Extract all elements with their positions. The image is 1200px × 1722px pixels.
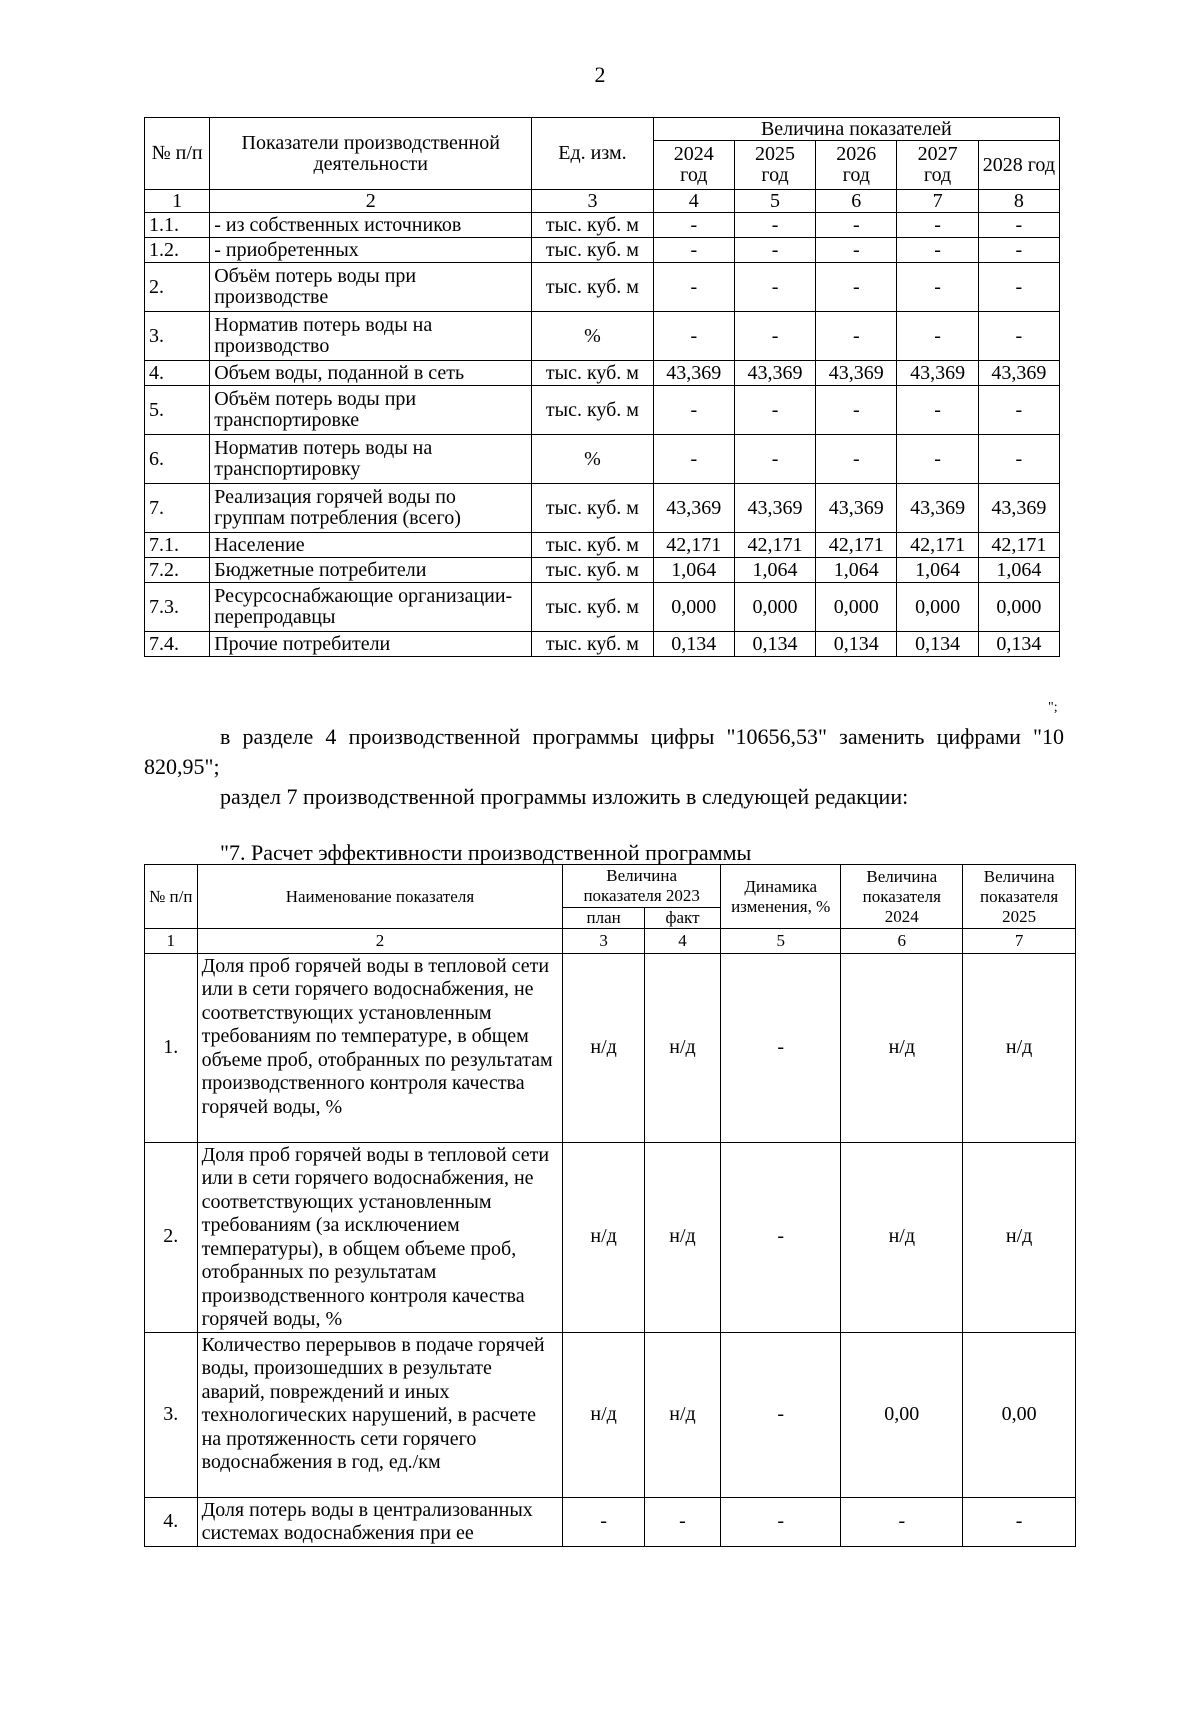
value-cell: - [816, 312, 897, 361]
value-cell: 1,064 [653, 558, 734, 583]
value-cell: - [897, 263, 978, 312]
index-row [145, 190, 1060, 213]
value-cell: 0,134 [734, 632, 815, 657]
value-cell: 1,064 [734, 558, 815, 583]
value-cell: 42,171 [734, 533, 815, 558]
indicator-name: Прочие потребители [210, 632, 532, 657]
t2-header-value2023: Величина показателя 2023 [563, 865, 721, 908]
table2-body [145, 929, 1076, 1547]
row-number: 1.1. [145, 213, 210, 238]
index-cell: 5 [734, 190, 815, 213]
unit-cell: тыс. куб. м [532, 361, 653, 386]
value-cell: - [897, 312, 978, 361]
fact-cell: н/д [644, 1332, 720, 1497]
value-cell: 1,064 [816, 558, 897, 583]
index-cell: 3 [532, 190, 653, 213]
value-2024-cell: 0,00 [841, 1332, 963, 1497]
t2-header-dynamics: Динамика изменения, % [721, 865, 841, 929]
value-cell: 42,171 [978, 533, 1059, 558]
value-cell: 0,134 [897, 632, 978, 657]
index-cell: 1 [145, 929, 198, 954]
table-row [145, 361, 1060, 386]
value-cell: 43,369 [978, 361, 1059, 386]
unit-cell: тыс. куб. м [532, 558, 653, 583]
value-cell: 0,000 [734, 583, 815, 632]
indicator-name: Количество перерывов в подаче горячей воды, произошедших в результате аварий, повреждений и иных технологических нарушений, в расчете на протяженность сети горячего водоснабжения в год, ед./км [197, 1332, 563, 1497]
value-cell: - [816, 435, 897, 484]
indicator-name: Бюджетные потребители [210, 558, 532, 583]
indicator-name: Реализация горячей воды по группам потребления (всего) [210, 484, 532, 533]
value-cell: - [816, 238, 897, 263]
value-cell: 0,134 [653, 632, 734, 657]
value-cell: 0,134 [978, 632, 1059, 657]
unit-cell: тыс. куб. м [532, 632, 653, 657]
indicator-name: Ресурсоснабжающие организации-перепродавцы [210, 583, 532, 632]
fact-cell: н/д [644, 953, 720, 1142]
table-row [145, 312, 1060, 361]
fact-cell: н/д [644, 1142, 720, 1332]
row-number: 7.1. [145, 533, 210, 558]
value-cell: 43,369 [734, 361, 815, 386]
production-indicators-table [144, 117, 1060, 657]
indicator-name: - приобретенных [210, 238, 532, 263]
value-cell: 1,064 [897, 558, 978, 583]
index-cell: 7 [963, 929, 1076, 954]
value-2025-cell: н/д [963, 1142, 1076, 1332]
dynamics-cell: - [721, 1497, 841, 1546]
value-cell: 0,000 [897, 583, 978, 632]
t2-header-num: № п/п [145, 865, 198, 929]
value-cell: - [978, 213, 1059, 238]
index-cell: 2 [210, 190, 532, 213]
value-2025-cell: н/д [963, 953, 1076, 1142]
row-number: 7.3. [145, 583, 210, 632]
unit-cell: тыс. куб. м [532, 263, 653, 312]
value-2024-cell: - [841, 1497, 963, 1546]
table-row [145, 632, 1060, 657]
value-cell: - [734, 435, 815, 484]
indicator-name: Доля проб горячей воды в тепловой сети или в сети горячего водоснабжения, не соответствующих установленным требованиям (за исключением температуры), в общем объеме проб, отобранных по результатам производственного контроля качества горячей воды, % [197, 1142, 563, 1332]
header-year: 2025 год [734, 141, 815, 190]
value-cell: 42,171 [897, 533, 978, 558]
t2-header-fact: факт [644, 908, 720, 929]
header-year: 2028 год [978, 141, 1059, 190]
row-number: 6. [145, 435, 210, 484]
value-cell: 1,064 [978, 558, 1059, 583]
value-cell: - [653, 263, 734, 312]
row-number: 3. [145, 312, 210, 361]
table-row [145, 1332, 1076, 1497]
row-number: 7.4. [145, 632, 210, 657]
plan-cell: - [563, 1497, 645, 1546]
indicator-name: Норматив потерь воды на транспортировку [210, 435, 532, 484]
value-cell: - [978, 312, 1059, 361]
value-cell: - [653, 312, 734, 361]
value-cell: - [734, 213, 815, 238]
plan-cell: н/д [563, 953, 645, 1142]
t2-header-value2025: Величина показателя 2025 [963, 865, 1076, 929]
unit-cell: тыс. куб. м [532, 533, 653, 558]
table1-body [145, 190, 1060, 657]
value-cell: 0,000 [653, 583, 734, 632]
header-year: 2026 год [816, 141, 897, 190]
indicator-name: Доля проб горячей воды в тепловой сети или в сети горячего водоснабжения, не соответствующих установленным требованиям по температуре, в общем объеме проб, отобранных по результатам производственного контроля качества горячей воды, % [197, 953, 563, 1142]
value-cell: 43,369 [734, 484, 815, 533]
value-cell: 43,369 [978, 484, 1059, 533]
unit-cell: тыс. куб. м [532, 386, 653, 435]
value-cell: 43,369 [897, 484, 978, 533]
t2-header-name: Наименование показателя [197, 865, 563, 929]
value-cell: - [897, 238, 978, 263]
row-number: 2. [145, 263, 210, 312]
value-cell: - [653, 238, 734, 263]
t2-header-value2024: Величина показателя 2024 [841, 865, 963, 929]
unit-cell: тыс. куб. м [532, 484, 653, 533]
value-cell: - [897, 386, 978, 435]
value-cell: 43,369 [897, 361, 978, 386]
value-cell: - [653, 386, 734, 435]
row-number: 1. [145, 953, 198, 1142]
unit-cell: тыс. куб. м [532, 213, 653, 238]
value-cell: 0,000 [816, 583, 897, 632]
indicator-name: Объём потерь воды при транспортировке [210, 386, 532, 435]
t2-header-plan: план [563, 908, 645, 929]
fact-cell: - [644, 1497, 720, 1546]
table1-closing-mark: "; [1048, 700, 1058, 715]
table-row [145, 1497, 1076, 1546]
row-number: 5. [145, 386, 210, 435]
header-num: № п/п [145, 118, 210, 190]
indicator-name: Объем воды, поданной в сеть [210, 361, 532, 386]
unit-cell: % [532, 312, 653, 361]
efficiency-table [144, 864, 1076, 1547]
value-cell: - [734, 386, 815, 435]
t2-index-row [145, 929, 1076, 954]
value-cell: - [978, 238, 1059, 263]
value-cell: - [653, 213, 734, 238]
index-cell: 3 [563, 929, 645, 954]
index-cell: 8 [978, 190, 1059, 213]
indicator-name: Норматив потерь воды на производство [210, 312, 532, 361]
value-cell: 43,369 [653, 361, 734, 386]
table-row [145, 213, 1060, 238]
value-cell: - [816, 386, 897, 435]
table-row [145, 386, 1060, 435]
indicator-name: Доля потерь воды в централизованных системах водоснабжения при ее [197, 1497, 563, 1546]
header-unit: Ед. изм. [532, 118, 653, 190]
value-cell: - [734, 238, 815, 263]
value-cell: 42,171 [653, 533, 734, 558]
value-cell: - [734, 263, 815, 312]
dynamics-cell: - [721, 953, 841, 1142]
table-row [145, 583, 1060, 632]
indicator-name: Объём потерь воды при производстве [210, 263, 532, 312]
table-row [145, 1142, 1076, 1332]
value-cell: - [897, 435, 978, 484]
index-cell: 6 [841, 929, 963, 954]
amendment-paragraph-2: раздел 7 производственной программы изложить в следующей редакции: [220, 784, 909, 809]
table2-caption: "7. Расчет эффективности производственной программы [220, 840, 752, 865]
value-cell: - [816, 213, 897, 238]
value-2024-cell: н/д [841, 953, 963, 1142]
index-cell: 2 [197, 929, 563, 954]
table-row [145, 484, 1060, 533]
value-cell: 0,134 [816, 632, 897, 657]
value-2025-cell: - [963, 1497, 1076, 1546]
value-cell: - [978, 263, 1059, 312]
dynamics-cell: - [721, 1142, 841, 1332]
index-cell: 4 [653, 190, 734, 213]
header-indicator: Показатели производственной деятельности [210, 118, 532, 190]
row-number: 4. [145, 361, 210, 386]
plan-cell: н/д [563, 1332, 645, 1497]
row-number: 7. [145, 484, 210, 533]
plan-cell: н/д [563, 1142, 645, 1332]
header-year: 2027 год [897, 141, 978, 190]
value-cell: 0,000 [978, 583, 1059, 632]
table-row [145, 238, 1060, 263]
header-values-group: Величина показателей [653, 118, 1059, 141]
value-cell: - [978, 386, 1059, 435]
dynamics-cell: - [721, 1332, 841, 1497]
value-cell: 43,369 [816, 484, 897, 533]
value-cell: 43,369 [816, 361, 897, 386]
indicator-name: Население [210, 533, 532, 558]
value-cell: - [816, 263, 897, 312]
value-cell: 42,171 [816, 533, 897, 558]
value-cell: - [978, 435, 1059, 484]
indicator-name: - из собственных источников [210, 213, 532, 238]
index-cell: 5 [721, 929, 841, 954]
index-cell: 1 [145, 190, 210, 213]
value-2025-cell: 0,00 [963, 1332, 1076, 1497]
value-cell: - [897, 213, 978, 238]
index-cell: 7 [897, 190, 978, 213]
row-number: 3. [145, 1332, 198, 1497]
table-row [145, 435, 1060, 484]
index-cell: 6 [816, 190, 897, 213]
table-row [145, 953, 1076, 1142]
table-row [145, 558, 1060, 583]
unit-cell: тыс. куб. м [532, 583, 653, 632]
unit-cell: тыс. куб. м [532, 238, 653, 263]
table-row [145, 263, 1060, 312]
value-cell: - [653, 435, 734, 484]
row-number: 1.2. [145, 238, 210, 263]
amendment-paragraph-1: в разделе 4 производственной программы цифры "10656,53" заменить цифрами "10 820,95"; [144, 724, 1064, 779]
header-year: 2024 год [653, 141, 734, 190]
page-number: 2 [594, 62, 606, 87]
row-number: 2. [145, 1142, 198, 1332]
value-cell: 43,369 [653, 484, 734, 533]
value-2024-cell: н/д [841, 1142, 963, 1332]
table-row [145, 533, 1060, 558]
row-number: 7.2. [145, 558, 210, 583]
value-cell: - [734, 312, 815, 361]
row-number: 4. [145, 1497, 198, 1546]
index-cell: 4 [644, 929, 720, 954]
unit-cell: % [532, 435, 653, 484]
